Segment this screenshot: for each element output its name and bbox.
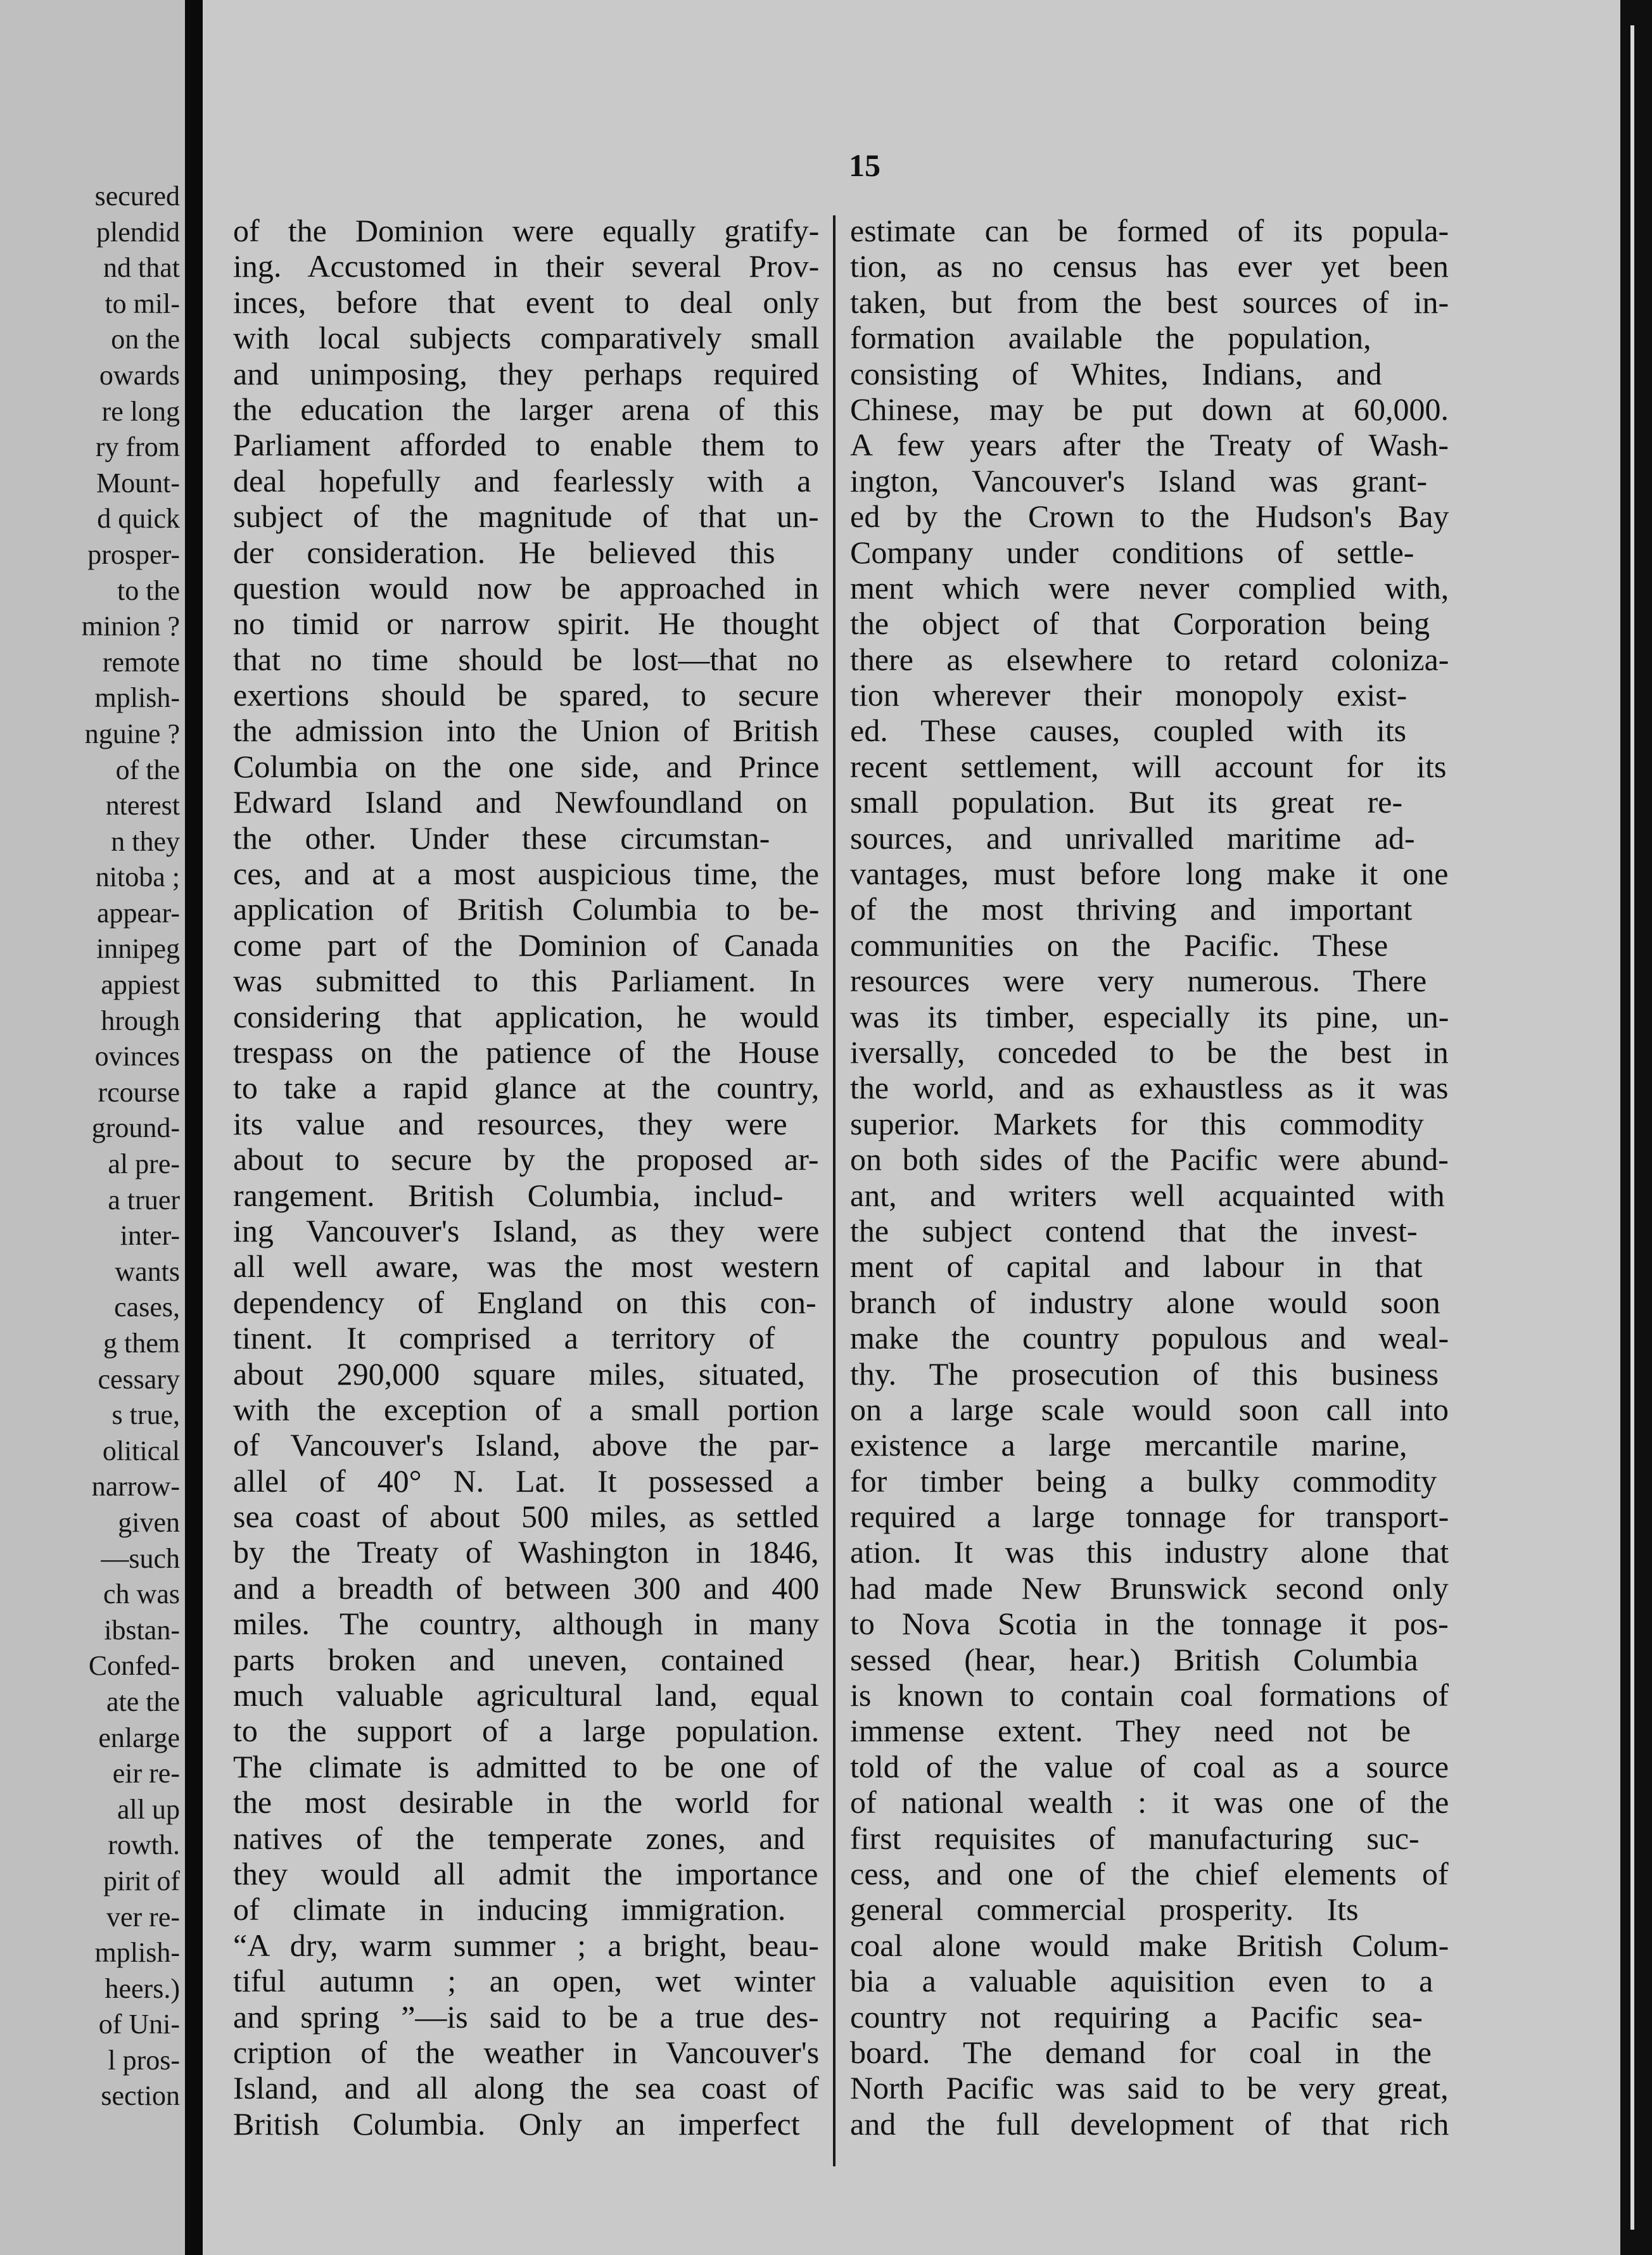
text-line: estimate can be formed of its popula- xyxy=(850,213,1449,248)
fragment-line: of Uni- xyxy=(98,2009,180,2040)
text-line: of Vancouver's Island, above the par- xyxy=(233,1427,820,1463)
fragment-line: hrough xyxy=(101,1005,180,1036)
text-line: trespass on the patience of the House xyxy=(233,1034,820,1070)
fragment-line: on the xyxy=(111,324,180,355)
text-line: that no time should be lost—that no xyxy=(233,641,819,677)
text-line: deal hopefully and fearlessly with a xyxy=(233,462,811,499)
text-line: ington, Vancouver's Island was grant- xyxy=(850,462,1427,499)
text-line: the subject contend that the invest- xyxy=(850,1212,1418,1248)
text-line: cess, and one of the chief elements of xyxy=(850,1855,1449,1891)
fragment-line: minion ? xyxy=(81,611,180,642)
fragment-line: n they xyxy=(111,825,180,857)
fragment-line: cases, xyxy=(114,1292,180,1323)
text-line: the other. Under these circumstan- xyxy=(233,820,770,856)
text-line: ation. It was this industry alone that xyxy=(850,1534,1449,1570)
fragment-line: rcourse xyxy=(98,1076,180,1108)
text-line: required a large tonnage for transport- xyxy=(850,1499,1449,1535)
fragment-line: enlarge xyxy=(98,1722,180,1753)
text-line: the most desirable in the world for xyxy=(233,1784,819,1820)
column-divider xyxy=(833,215,836,2166)
fragment-line: of the xyxy=(115,754,180,785)
text-line: British Columbia. Only an imperfect xyxy=(233,2106,800,2142)
text-line: they would all admit the importance xyxy=(233,1855,818,1891)
text-line: allel of 40° N. Lat. It possessed a xyxy=(233,1463,819,1499)
text-line: was its timber, especially its pine, un- xyxy=(850,998,1449,1034)
text-line: told of the value of coal as a source xyxy=(850,1748,1449,1784)
fragment-line: —such xyxy=(101,1542,180,1574)
fragment-line: nd that xyxy=(103,252,180,284)
fragment-line: l pros- xyxy=(108,2044,180,2076)
text-line: subject of the magnitude of that un- xyxy=(233,499,819,535)
text-line: ing Vancouver's Island, as they were xyxy=(233,1212,820,1248)
fragment-line: narrow- xyxy=(91,1471,180,1502)
text-line: application of British Columbia to be- xyxy=(233,891,820,927)
text-line: considering that application, he would xyxy=(233,998,820,1034)
text-line: taken, but from the best sources of in- xyxy=(850,284,1449,320)
text-line: Columbia on the one side, and Prince xyxy=(233,748,820,784)
text-line: Island, and all along the sea coast of xyxy=(233,2070,819,2106)
text-line: is known to contain coal formations of xyxy=(850,1677,1449,1713)
text-line: existence a large mercantile marine, xyxy=(850,1427,1407,1463)
text-line: to the support of a large population. xyxy=(233,1713,820,1749)
text-line: general commercial prosperity. Its xyxy=(850,1891,1359,1928)
text-line: country not requiring a Pacific sea- xyxy=(850,1998,1423,2035)
text-line: dependency of England on this con- xyxy=(233,1284,816,1320)
fragment-line: remote xyxy=(102,646,180,678)
text-line: sea coast of about 500 miles, as settled xyxy=(233,1499,819,1535)
text-line: formation available the population, xyxy=(850,320,1371,356)
page-number: 15 xyxy=(849,148,880,183)
text-line: of climate in inducing immigration. xyxy=(233,1891,786,1928)
text-line: its value and resources, they were xyxy=(233,1105,787,1141)
text-line: der consideration. He believed this xyxy=(233,534,775,570)
text-line: “A dry, warm summer ; a bright, beau- xyxy=(233,1927,819,1963)
text-column-left xyxy=(233,213,819,2142)
fragment-line: secured xyxy=(94,181,180,212)
fragment-line: nitoba ; xyxy=(95,861,180,893)
fragment-line: cessary xyxy=(98,1363,180,1395)
text-line: inces, before that event to deal only xyxy=(233,284,820,320)
text-line: the world, and as exhaustless as it was xyxy=(850,1070,1449,1106)
text-line: exertions should be spared, to secure xyxy=(233,677,819,713)
text-line: small population. But its great re- xyxy=(850,784,1403,820)
text-line: and the full development of that rich xyxy=(850,2106,1449,2142)
text-line: ed. These causes, coupled with its xyxy=(850,713,1407,749)
text-line: much valuable agricultural land, equal xyxy=(233,1677,819,1713)
text-line: iversally, conceded to be the best in xyxy=(850,1034,1449,1070)
fragment-line: ground- xyxy=(91,1112,180,1144)
fragment-line: ate the xyxy=(106,1686,180,1717)
text-line: the education the larger arena of this xyxy=(233,391,820,427)
fragment-line: prosper- xyxy=(87,538,180,570)
fragment-line: ch was xyxy=(103,1578,180,1610)
fragment-line: Confed- xyxy=(88,1650,180,1682)
text-line: Edward Island and Newfoundland on xyxy=(233,784,808,820)
text-line: ment of capital and labour in that xyxy=(850,1248,1423,1285)
text-line: with local subjects comparatively small xyxy=(233,320,820,356)
text-line: Chinese, may be put down at 60,000. xyxy=(850,391,1449,427)
text-line: resources were very numerous. There xyxy=(850,963,1427,999)
text-line: the object of that Corporation being xyxy=(850,606,1430,642)
text-line: sources, and unrivalled maritime ad- xyxy=(850,820,1415,856)
text-line: sessed (hear, hear.) British Columbia xyxy=(850,1641,1418,1677)
text-line: ment which were never complied with, xyxy=(850,569,1449,606)
text-line: make the country populous and weal- xyxy=(850,1320,1449,1356)
text-line: North Pacific was said to be very great, xyxy=(850,2070,1449,2106)
text-line: to take a rapid glance at the country, xyxy=(233,1070,820,1106)
fragment-line: Mount- xyxy=(96,467,180,499)
text-line: ces, and at a most auspicious time, the xyxy=(233,856,820,892)
fragment-line: appiest xyxy=(101,969,180,1001)
text-line: Company under conditions of settle- xyxy=(850,534,1414,570)
fragment-line: rowth. xyxy=(108,1829,180,1861)
text-line: Parliament afforded to enable them to xyxy=(233,427,819,463)
text-line: immense extent. They need not be xyxy=(850,1713,1411,1749)
text-line: miles. The country, although in many xyxy=(233,1606,820,1642)
fragment-line: nguine ? xyxy=(84,718,180,749)
text-line: The climate is admitted to be one of xyxy=(233,1748,819,1784)
text-line: communities on the Pacific. These xyxy=(850,927,1388,963)
text-line: bia a valuable aquisition even to a xyxy=(850,1963,1433,1999)
fragment-line: olitical xyxy=(102,1435,180,1466)
text-line: branch of industry alone would soon xyxy=(850,1284,1440,1320)
text-line: tion wherever their monopoly exist- xyxy=(850,677,1407,713)
text-line: question would now be approached in xyxy=(233,569,819,606)
fragment-line: innipeg xyxy=(96,933,180,965)
fragment-line: wants xyxy=(115,1255,180,1287)
fragment-line: a truer xyxy=(108,1184,180,1216)
fragment-line: ovinces xyxy=(94,1041,180,1072)
fragment-line: mplish- xyxy=(94,682,180,714)
text-line: tion, as no census has ever yet been xyxy=(850,248,1449,284)
text-line: coal alone would make British Colum- xyxy=(850,1927,1449,1963)
right-scan-border xyxy=(1620,0,1652,2255)
text-line: come part of the Dominion of Canada xyxy=(233,927,820,963)
text-line: and unimposing, they perhaps required xyxy=(233,355,819,391)
fragment-line: al pre- xyxy=(108,1148,180,1180)
text-line: A few years after the Treaty of Wash- xyxy=(850,427,1449,463)
previous-page-fragments xyxy=(82,179,180,2114)
text-line: rangement. British Columbia, includ- xyxy=(233,1177,784,1213)
text-line: to Nova Scotia in the tonnage it pos- xyxy=(850,1606,1449,1642)
text-line: of the Dominion were equally gratify- xyxy=(233,213,820,248)
text-column-right xyxy=(850,213,1449,2142)
fragment-line: plendid xyxy=(96,216,180,248)
text-line: about to secure by the proposed ar- xyxy=(233,1141,819,1178)
text-line: the admission into the Union of British xyxy=(233,713,819,749)
fragment-line: s true, xyxy=(111,1399,180,1431)
text-line: natives of the temperate zones, and xyxy=(233,1820,805,1856)
fragment-line: inter- xyxy=(120,1220,180,1252)
fragment-line: owards xyxy=(99,359,180,391)
fragment-line: ry from xyxy=(95,431,180,463)
fragment-line: all up xyxy=(117,1793,180,1825)
fragment-line: mplish- xyxy=(94,1937,180,1969)
fragment-line: heers.) xyxy=(105,1972,180,2004)
text-line: tiful autumn ; an open, wet winter xyxy=(233,1963,816,1999)
fragment-line: ver re- xyxy=(106,1901,180,1933)
text-line: and a breadth of between 300 and 400 xyxy=(233,1570,820,1606)
text-line: on a large scale would soon call into xyxy=(850,1391,1449,1427)
text-line: parts broken and uneven, contained xyxy=(233,1641,784,1677)
text-line: was submitted to this Parliament. In xyxy=(233,963,816,999)
fragment-line: eir re- xyxy=(112,1758,180,1789)
text-line: for timber being a bulky commodity xyxy=(850,1463,1437,1499)
text-line: and spring ”—is said to be a true des- xyxy=(233,1998,819,2035)
text-line: vantages, must before long make it one xyxy=(850,856,1449,892)
fragment-line: to the xyxy=(117,575,180,606)
text-line: of national wealth : it was one of the xyxy=(850,1784,1449,1820)
text-line: ed by the Crown to the Hudson's Bay xyxy=(850,499,1449,535)
fragment-line: ibstan- xyxy=(104,1614,180,1646)
text-line: there as elsewhere to retard coloniza- xyxy=(850,641,1449,677)
text-line: by the Treaty of Washington in 1846, xyxy=(233,1534,819,1570)
fragment-line: d quick xyxy=(97,503,180,535)
text-line: of the most thriving and important xyxy=(850,891,1413,927)
fragment-line: nterest xyxy=(105,790,180,822)
text-line: board. The demand for coal in the xyxy=(850,2034,1432,2070)
fragment-line: g them xyxy=(103,1328,180,1359)
text-line: all well aware, was the most western xyxy=(233,1248,820,1285)
text-line: first requisites of manufacturing suc- xyxy=(850,1820,1420,1856)
fragment-line: pirit of xyxy=(103,1865,180,1896)
text-line: recent settlement, will account for its xyxy=(850,748,1447,784)
text-line: superior. Markets for this commodity xyxy=(850,1105,1424,1141)
text-line: consisting of Whites, Indians, and xyxy=(850,355,1382,391)
text-line: ing. Accustomed in their several Prov- xyxy=(233,248,820,284)
text-line: cription of the weather in Vancouver's xyxy=(233,2034,820,2070)
text-line: tinent. It comprised a territory of xyxy=(233,1320,775,1356)
text-line: ant, and writers well acquainted with xyxy=(850,1177,1445,1213)
text-line: about 290,000 square miles, situated, xyxy=(233,1356,805,1392)
binding-gutter xyxy=(185,0,203,2255)
text-line: had made New Brunswick second only xyxy=(850,1570,1449,1606)
fragment-line: appear- xyxy=(96,897,180,929)
fragment-line: to mil- xyxy=(105,288,180,319)
previous-page-edge xyxy=(0,0,185,2255)
text-line: on both sides of the Pacific were abund- xyxy=(850,1141,1449,1178)
text-line: no timid or narrow spirit. He thought xyxy=(233,606,820,642)
fragment-line: re long xyxy=(101,395,180,427)
text-line: with the exception of a small portion xyxy=(233,1391,819,1427)
text-line: thy. The prosecution of this business xyxy=(850,1356,1439,1392)
fragment-line: given xyxy=(118,1506,180,1538)
fragment-line: section xyxy=(101,2080,180,2112)
